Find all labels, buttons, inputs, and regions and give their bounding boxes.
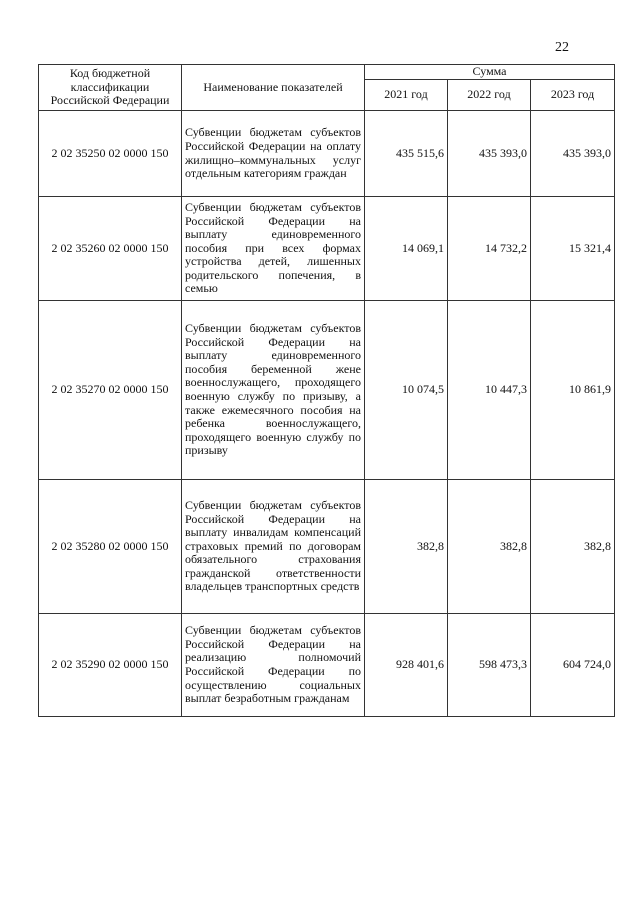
header-year-2021: 2021 год [365,80,448,111]
table-row [39,197,615,301]
header-year-2022: 2022 год [448,80,531,111]
row-value-2022: 10 447,3 [448,301,531,480]
row-value-2023: 435 393,0 [531,111,615,197]
row-value-2023: 382,8 [531,480,615,614]
row-value-2023: 604 724,0 [531,614,615,717]
table-row [39,480,615,614]
row-code: 2 02 35250 02 0000 150 [39,111,182,197]
row-value-2022: 598 473,3 [448,614,531,717]
row-value-2021: 14 069,1 [365,197,448,301]
table-row [39,614,615,717]
header-name: Наименование показателей [182,65,365,111]
row-code: 2 02 35290 02 0000 150 [39,614,182,717]
row-value-2021: 928 401,6 [365,614,448,717]
row-value-2023: 10 861,9 [531,301,615,480]
header-sum: Сумма [365,65,615,80]
row-name: Субвенции бюджетам субъектов Российской Федерации на реализацию полномочий Российской Федерации по осуществлению социальных выплат безработным гражданам [182,614,365,717]
row-name: Субвенции бюджетам субъектов Российской Федерации на выплату инвалидам компенсаций страховых премий по договорам обязательного страхования гражданской ответственности владельцев транспортных средств [182,480,365,614]
table-row [39,301,615,480]
row-value-2022: 382,8 [448,480,531,614]
row-name: Субвенции бюджетам субъектов Российской Федерации на выплату единовременного пособия беременной жене военнослужащего, проходящего военную службу по призыву, а также ежемесячного пособия на ребенка военнослужащего, проходящего военную службу по призыву [182,301,365,480]
page-number: 22 [555,40,569,55]
row-name: Субвенции бюджетам субъектов Российской Федерации на оплату жилищно–коммунальных услуг отдельным категориям граждан [182,111,365,197]
budget-table [38,64,615,717]
header-year-2023: 2023 год [531,80,615,111]
row-value-2022: 435 393,0 [448,111,531,197]
row-value-2022: 14 732,2 [448,197,531,301]
row-code: 2 02 35280 02 0000 150 [39,480,182,614]
row-value-2021: 382,8 [365,480,448,614]
row-value-2023: 15 321,4 [531,197,615,301]
header-code: Код бюджетной классификации Российской Федерации [39,65,182,111]
table-row [39,111,615,197]
row-code: 2 02 35260 02 0000 150 [39,197,182,301]
row-code: 2 02 35270 02 0000 150 [39,301,182,480]
row-value-2021: 435 515,6 [365,111,448,197]
row-name: Субвенции бюджетам субъектов Российской Федерации на выплату единовременного пособия при всех формах устройства детей, лишенных родительского попечения, в семью [182,197,365,301]
row-value-2021: 10 074,5 [365,301,448,480]
